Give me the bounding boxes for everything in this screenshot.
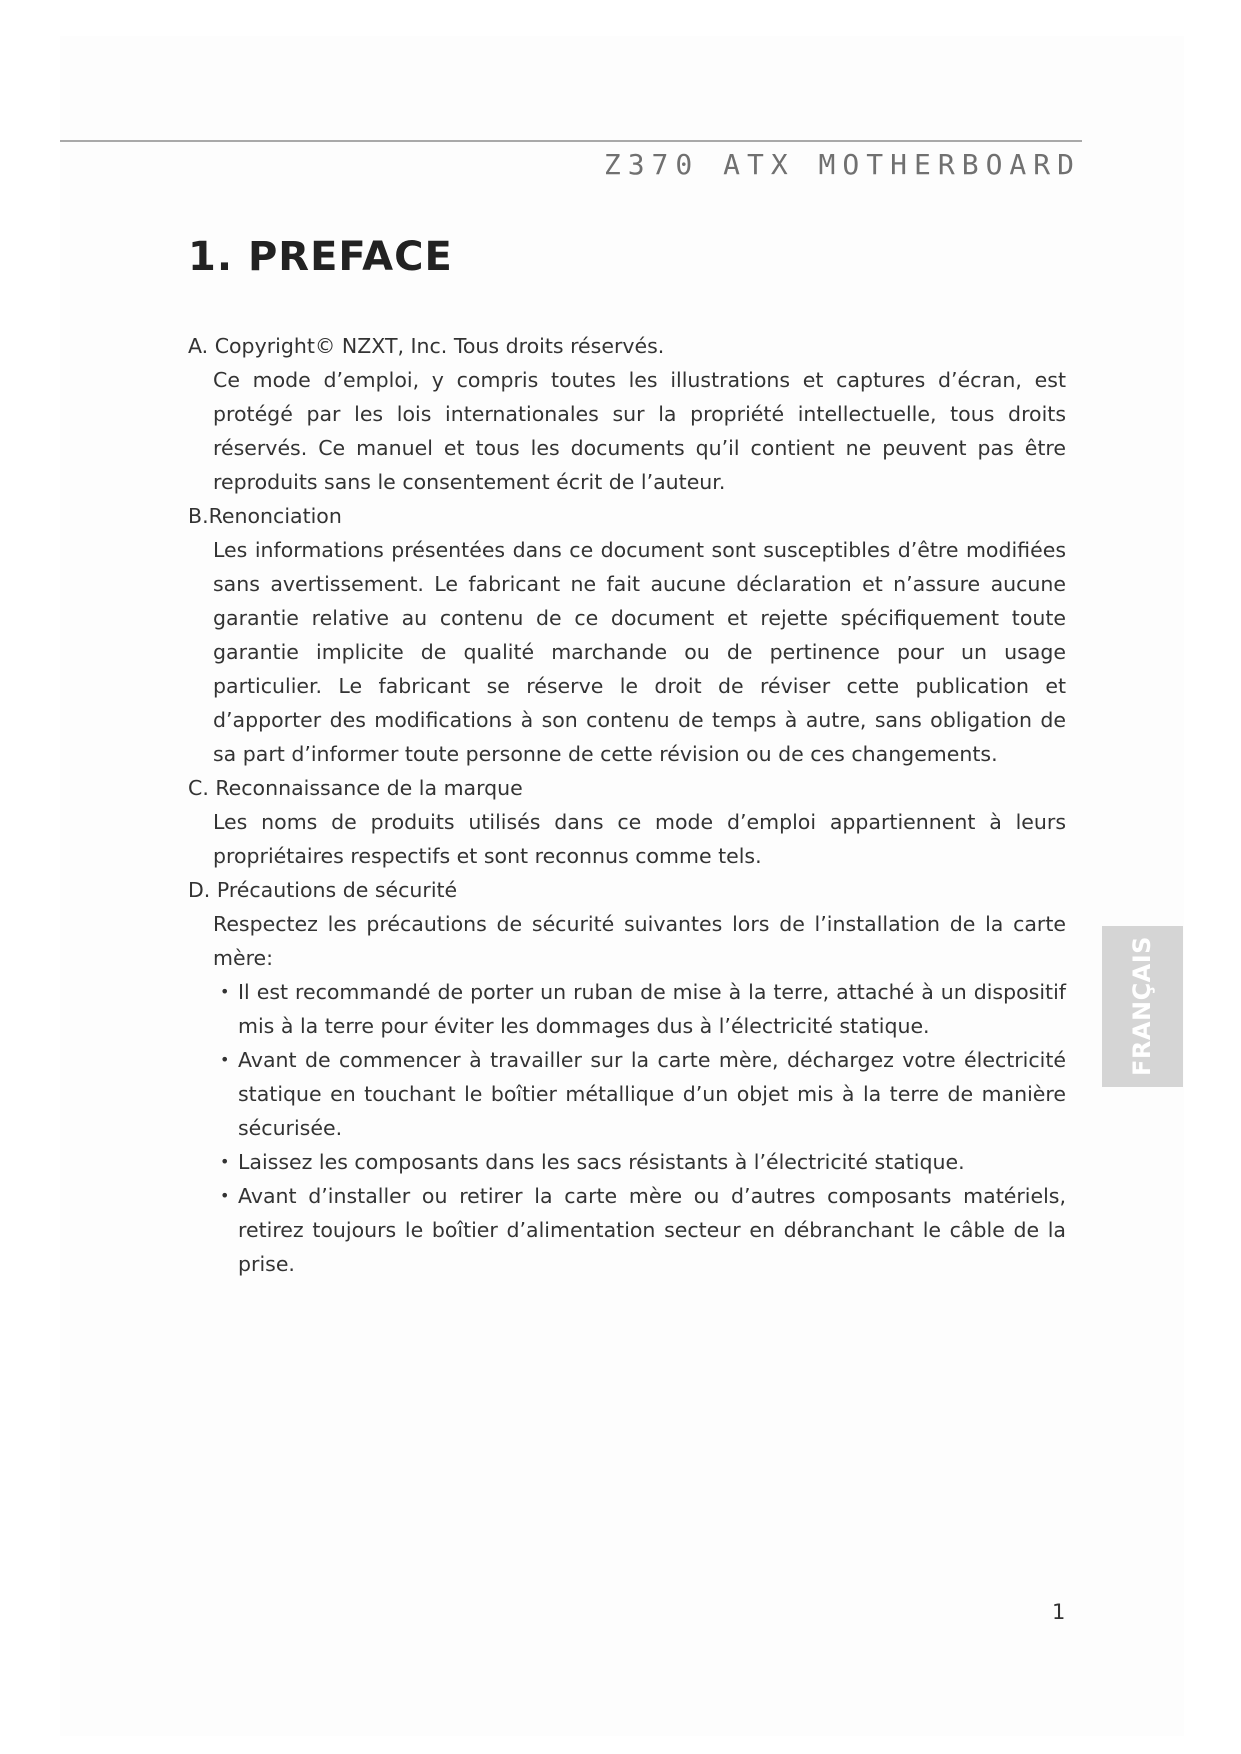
bullet-icon: • (220, 1152, 230, 1171)
list-item-text: Il est recommandé de porter un ruban de mise à la terre, attaché à un dispositif mis à la terre pour éviter les dommages dus à l’électricité statique. (238, 980, 1066, 1038)
item-body: Ce mode d’emploi, y compris toutes les illustrations et captures d’écran, est protégé par les lois internationales sur la propriété intellectuelle, tous droits réservés. Ce manuel et tous les documents qu’il contient ne peuvent pas être reproduits sans le consentement écrit de l’auteur. (213, 368, 1066, 494)
language-tab-label: FRANÇAIS (1128, 936, 1156, 1076)
item-safety (188, 873, 1066, 1281)
item-heading: A. Copyright© NZXT, Inc. Tous droits réservés. (188, 334, 665, 358)
list-item (220, 975, 1066, 1043)
item-disclaimer (188, 499, 1066, 771)
item-copyright (188, 329, 1066, 499)
list-item-text: Avant d’installer ou retirer la carte mère ou d’autres composants matériels, retirez toujours le boîtier d’alimentation secteur en débranchant le câble de la prise. (238, 1184, 1066, 1276)
section-title: 1. PREFACE (188, 234, 453, 280)
bullet-icon: • (220, 1050, 230, 1069)
safety-bullet-list (188, 975, 1066, 1281)
item-body: Les informations présentées dans ce document sont susceptibles d’être modifiées sans avertissement. Le fabricant ne fait aucune déclaration et n’assure aucune garantie relative au contenu de ce document et rejette spécifiquement toute garantie implicite de qualité marchande ou de pertinence pour un usage particulier. Le fabricant se réserve le droit de réviser cette publication et d’apporter des modifications à son contenu de temps à autre, sans obligation de sa part d’informer toute personne de cette révision ou de ces changements. (213, 538, 1066, 766)
item-heading: C. Reconnaissance de la marque (188, 776, 523, 800)
item-body: Les noms de produits utilisés dans ce mode d’emploi appartiennent à leurs propriétaires respectifs et sont reconnus comme tels. (213, 810, 1066, 868)
list-item (220, 1179, 1066, 1281)
item-body: Respectez les précautions de sécurité suivantes lors de l’installation de la carte mère: (213, 912, 1066, 970)
bullet-icon: • (220, 982, 230, 1001)
list-item (220, 1145, 1066, 1179)
list-item-text: Laissez les composants dans les sacs résistants à l’électricité statique. (238, 1150, 965, 1174)
item-trademark (188, 771, 1066, 873)
language-tab (1102, 926, 1183, 1087)
list-item (220, 1043, 1066, 1145)
header-title: Z370 ATX MOTHERBOARD (603, 148, 1081, 181)
item-heading: D. Précautions de sécurité (188, 878, 458, 902)
list-item-text: Avant de commencer à travailler sur la carte mère, déchargez votre électricité statique en touchant le boîtier métallique d’un objet mis à la terre de manière sécurisée. (238, 1048, 1066, 1140)
header-rule (60, 140, 1082, 142)
item-heading: B.Renonciation (188, 504, 342, 528)
preface-content (188, 329, 1066, 1281)
bullet-icon: • (220, 1186, 230, 1205)
page-number: 1 (1052, 1600, 1066, 1624)
